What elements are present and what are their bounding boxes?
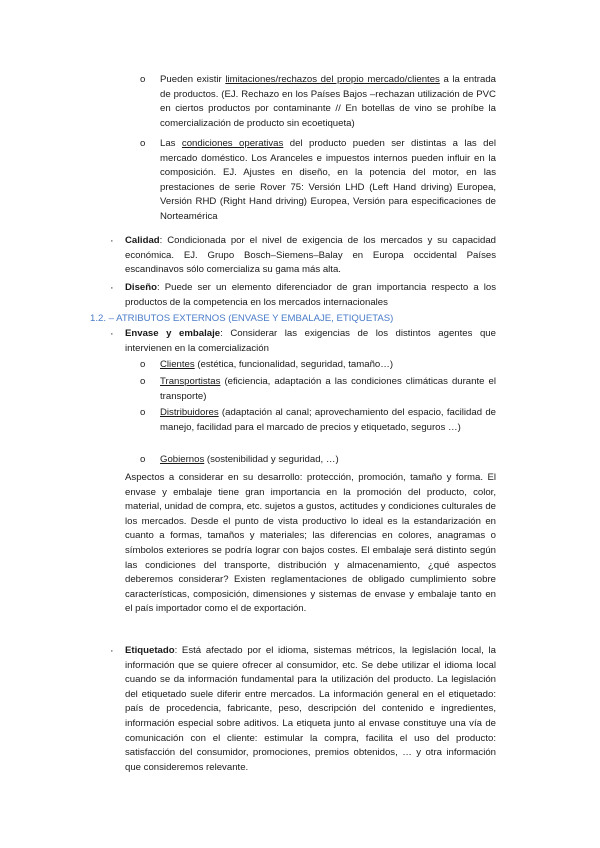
limitaciones-term: limitaciones/rechazos del propio mercado/clientes (225, 74, 440, 85)
sub-item-gobiernos: o Gobiernos (sostenibilidad y seguridad, …) (160, 453, 496, 468)
sub-item-transportistas: o Transportistas (eficiencia, adaptación a las condiciones climáticas durante el transporte) (140, 376, 496, 402)
dot-bullet-icon: · (110, 235, 114, 247)
circle-bullet-icon: o (140, 138, 146, 149)
circle-bullet-icon: o (140, 359, 146, 370)
list-item-calidad: · Calidad: Condicionada por el nivel de exigencia de los mercados y su capacidad económica. EJ. Grupo Bosch–Siemens–Balay en Europa occidental Países escandinavos sólo comercializa su gama más alta. (110, 235, 496, 276)
circle-bullet-icon: o (140, 454, 146, 465)
sub-item-distribuidores: o Distribuidores (adaptación al canal; aprovechamiento del espacio, facilidad de manejo, facilidad para el marcado de precios y etiquetado, seguros …) (140, 407, 496, 433)
calidad-label: Calidad (125, 235, 160, 246)
dot-bullet-icon: · (110, 645, 114, 657)
list-item-envase: · Envase y embalaje: Considerar las exigencias de los distintos agentes que intervienen en la comercialización (110, 328, 496, 354)
circle-bullet-icon: o (140, 407, 146, 418)
list-item-diseno: · Diseño: Puede ser un elemento diferenciador de gran importancia respecto a los productos de la competencia en los mercados internacionales (110, 282, 496, 308)
section-heading: 1.2. – ATRIBUTOS EXTERNOS (ENVASE Y EMBALAJE, ETIQUETAS) (90, 313, 394, 324)
dot-bullet-icon: · (110, 282, 114, 294)
diseno-label: Diseño (125, 282, 157, 293)
dot-bullet-icon: · (110, 328, 114, 340)
circle-bullet-icon: o (140, 376, 146, 387)
envase-paragraph: Aspectos a considerar en su desarrollo: protección, promoción, tamaño y forma. El envase y embalaje tiene gran importancia en la promoción del producto, color, material, unidad de compra, etc. sujetos a gustos, actitudes y condiciones culturales de los mercados. Desde el punto de vista productivo lo ideal es la estandarización en cuanto a formas, tamaños y materiales; las diferencias en colores, anagramas o símbolos exteriores se podría lograr con bajos costes. El embalaje será distinto según las condiciones del transporte, distribución y almacenamiento, ¿qué aspectos deberemos considerar? Existen reglamentaciones de obligado cumplimiento sobre características, composición, dimensiones y sistemas de envase y embalaje tanto en el país importador como el de exportación. (125, 472, 496, 615)
condiciones-term: condiciones operativas (181, 138, 284, 149)
list-item-limitaciones: o Pueden existir limitaciones/rechazos del propio mercado/clientes a la entrada de productos. (EJ. Rechazo en los Países Bajos –rechazan utilización de PVC en ciertos productos por contaminante // En botellas de vino se prohíbe la comercialización de producto sin ecoetiqueta) (140, 74, 497, 129)
envase-label: Envase y embalaje (125, 328, 221, 339)
sub-item-clientes: o Clientes (estética, funcionalidad, seguridad, tamaño…) (160, 358, 496, 373)
etiquetado-label: Etiquetado (125, 645, 175, 656)
list-item-etiquetado: · Etiquetado: Está afectado por el idioma, sistemas métricos, la legislación local, la información que se quiere ofrecer al consumidor, etc. Se debe utilizar el idioma local cuando se da información fundamental para la utilización del producto. La legislación del etiquetado suele diferir entre mercados. La información general en el etiquetado: país de procedencia, fabricante, peso, descripción del contenido e ingredientes, información especial sobre aditivos. La etiqueta junto al envase constituye una vía de comunicación con el cliente: estimular la compra, facilita el uso del producto: satisfacción del consumidor, promociones, premios obtenidos, … y otra información que consideremos relevante. (110, 645, 496, 773)
circle-bullet-icon: o (140, 74, 146, 85)
list-item-condiciones: o Las condiciones operativas del producto pueden ser distintas a las del mercado doméstico. Los Aranceles e impuestos internos pueden influir en la composición. EJ. Ajustes en diseño, en la potencia del motor, en las prestaciones de serie Rover 75: Versión LHD (Left Hand driving) Europea, Versión RHD (Right Hand driving) Europea, Versión para especificaciones de Norteamérica (140, 138, 496, 222)
